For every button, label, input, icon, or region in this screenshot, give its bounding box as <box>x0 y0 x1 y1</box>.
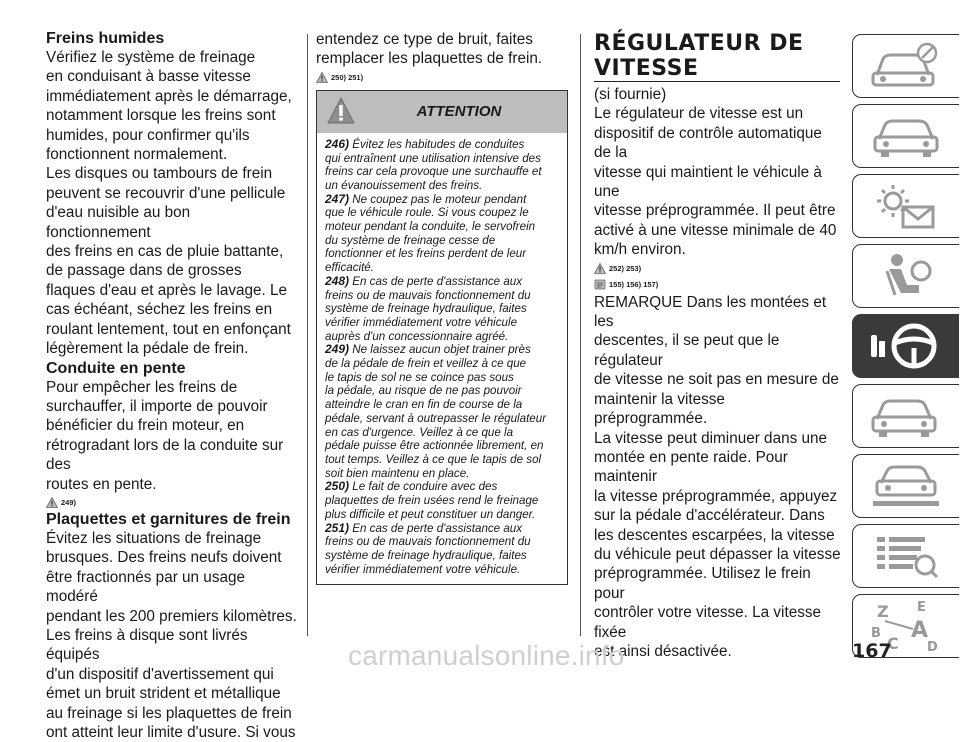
heading-conduite-pente: Conduite en pente <box>46 359 186 377</box>
heading-plaquettes: Plaquettes et garnitures de frein <box>46 510 291 528</box>
tab-maintenance[interactable] <box>852 454 959 518</box>
item-number: 251) <box>325 520 350 535</box>
watermark: carmanualsonline.info <box>348 640 625 671</box>
car-breakdown-icon <box>867 391 945 441</box>
attention-item <box>325 138 561 193</box>
index-letter: D <box>927 640 938 653</box>
warning-reference <box>594 261 842 276</box>
column-divider-right <box>580 34 581 636</box>
paragraph-conduite-pente: Pour empêcher les freins de surchauffer, il importe de pouvoir bénéficier du frein moteur, en rétrogradant lors de la conduite sur des routes en pente. <box>46 378 284 493</box>
car-dashboard-icon <box>867 111 945 161</box>
item-text: Ne laissez aucun objet trainer près de la pédale de frein et veillez à ce que le tapis de sol ne se coince pas sous la pédale, au risque de ne pas pouvoir atteindre le cran en fin de course de la pédale, servant à outrepasser le régulateur en cas d'urgence. Veillez à ce que la pédale puisse être actionnée librement, en tout temps. Veillez à ce que le tapis de sol soit bien maintenu en place. <box>325 343 547 480</box>
car-maintenance-icon <box>867 461 945 511</box>
caution-book-icon <box>594 279 606 290</box>
warning-triangle-icon <box>46 497 58 508</box>
section-title-line2: VITESSE <box>594 56 699 81</box>
attention-item <box>325 522 561 577</box>
attention-title: ATTENTION <box>416 102 502 120</box>
attention-item <box>325 480 561 521</box>
reference-number: 252) 253) <box>609 263 642 273</box>
attention-item <box>325 275 561 344</box>
item-text: Ne coupez pas le moteur pendant que le véhicule roule. Si vous coupez le moteur pendant la conduite, le servofrein du système de freinage cesse de fonctionner et les freins perdent de leur efficacité. <box>325 192 536 275</box>
index-letter: C <box>887 634 899 653</box>
item-text: Évitez les habitudes de conduites qui entraînent une utilisation intensive des freins car cela provoque une surchauffe et un évanouissement des freins. <box>325 137 542 192</box>
index-letter: A <box>911 618 929 643</box>
reference-number: 249) <box>61 497 77 507</box>
tab-emergency[interactable] <box>852 384 959 448</box>
attention-box <box>316 90 568 586</box>
paragraph-continued: entendez ce type de bruit, faites remplacer les plaquettes de frein. <box>316 31 543 68</box>
page-number: 167 <box>852 640 892 662</box>
warning-triangle-icon <box>316 72 328 83</box>
technical-data-list-icon <box>867 531 945 581</box>
paragraph-plaquettes: Évitez les situations de freinage brusques. Des freins neufs doivent être fractionnés par un usage modéré pendant les 200 premiers kilomètres. Les freins à disque sont livrés équipés d'un dispositif d'avertissement qui émet un bruit strident et métallique au freinage si les plaquettes de frein ont atteint leur limite d'usure. Si vous <box>46 529 297 741</box>
column-3 <box>594 30 842 661</box>
paragraph-freins-humides: Vérifiez le système de freinage en conduisant à basse vitesse immédiatement après le démarrage, notamment lorsque les freins sont humides, pour confirmer qu'ils fonctionnent normalement. Les disques ou tambours de frein peuvent se recouvrir d'une pellicule d'eau nuisible au bon fonctionnement des freins en cas de pluie battante, de passage dans de grosses flaques d'eau et après le lavage. Le cas échéant, séchez les freins en roulant lentement, tout en enfonçant légèrement la pédale de frein. <box>46 49 292 358</box>
reference-number: 155) 156) 157) <box>609 279 659 289</box>
item-text: Le fait de conduire avec des plaquettes de frein usées rend le freinage plus difficile et peut constituer un danger. <box>325 480 539 521</box>
tab-safety[interactable] <box>852 244 959 308</box>
paragraph-remarque: REMARQUE Dans les montées et les descentes, il se peut que le régulateur de vitesse ne soit pas en mesure de maintenir la vitesse préprogrammée. La vitesse peut diminuer dans une montée en pente raide. Pour maintenir la vitesse préprogrammée, appuyez sur la pédale d'accélérateur. Dans les descentes escarpées, la vitesse du véhicule peut dépasser la vitesse préprogrammée. Utilisez le frein pour contrôler votre vitesse. La vitesse fixée est ainsi désactivée. <box>594 293 841 660</box>
warning-reference <box>46 495 298 510</box>
section-title-line1: RÉGULATEUR DE <box>594 31 804 56</box>
column-1 <box>46 30 298 742</box>
column-divider-left <box>307 34 308 636</box>
attention-item <box>325 343 561 480</box>
item-number: 248) <box>325 273 350 288</box>
index-letter: Z <box>877 602 889 621</box>
warning-triangle-icon <box>594 263 606 274</box>
seat-airbag-icon <box>867 251 945 301</box>
attention-header <box>317 91 567 133</box>
heading-freins-humides: Freins humides <box>46 30 165 47</box>
attention-body <box>317 133 567 585</box>
reference-number: 250) 251) <box>331 72 364 82</box>
tab-warning-lights[interactable] <box>852 174 959 238</box>
tab-dashboard[interactable] <box>852 104 959 168</box>
warning-light-envelope-icon <box>867 181 945 231</box>
item-number: 250) <box>325 479 350 494</box>
caution-reference <box>594 277 842 292</box>
chapter-tabs <box>852 34 960 664</box>
paragraph-intro: (si fournie) Le régulateur de vitesse est un dispositif de contrôle automatique de la vitesse qui maintient le véhicule à une vitesse préprogrammée. Il peut être activé à une vitesse minimale de 40 km/h environ. <box>594 86 837 259</box>
tab-car-info[interactable] <box>852 34 959 98</box>
index-letter: B <box>871 626 881 641</box>
item-text: En cas de perte d'assistance aux freins ou de mauvais fonctionnement du système de freinage hydraulique, faites vérifier immédiatement votre véhicule. <box>325 521 531 576</box>
item-number: 249) <box>325 342 350 357</box>
attention-item <box>325 193 561 275</box>
column-2 <box>316 30 568 585</box>
tab-technical-data[interactable] <box>852 524 959 588</box>
tab-starting-driving[interactable] <box>852 314 959 378</box>
item-number: 246) <box>325 136 350 151</box>
item-text: En cas de perte d'assistance aux freins ou de mauvais fonctionnement du système de freinage hydraulique, faites vérifier immédiatement votre véhicule auprès d'un concessionnaire agréé. <box>325 274 531 343</box>
steering-wheel-key-icon <box>867 321 945 371</box>
title-underline <box>594 81 840 82</box>
index-letter: E <box>917 600 926 615</box>
item-number: 247) <box>325 191 350 206</box>
warning-reference <box>316 70 568 85</box>
car-info-icon <box>867 41 945 91</box>
